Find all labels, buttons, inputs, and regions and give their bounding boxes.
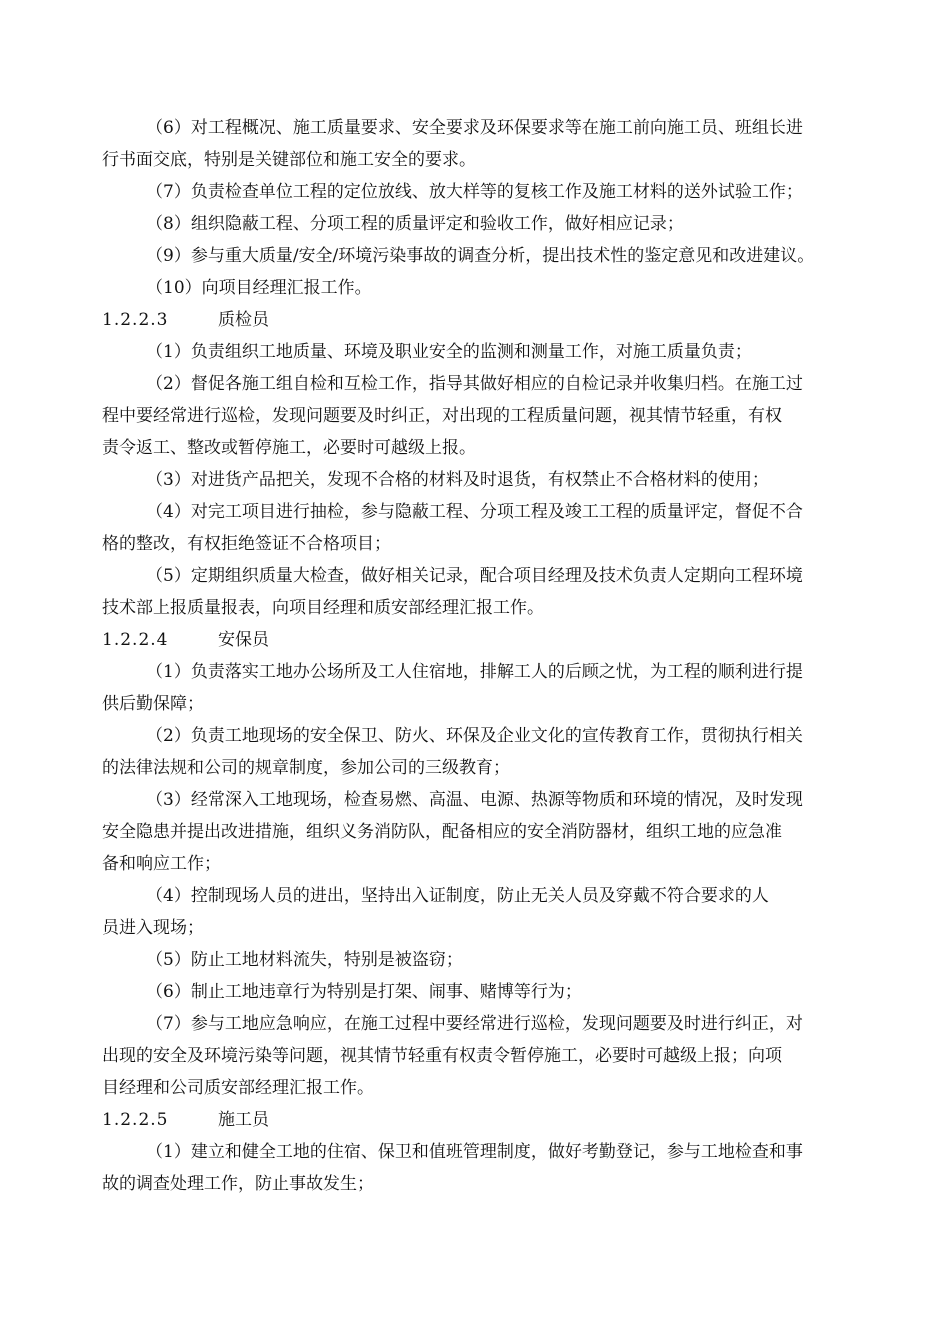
text-line: （3）经常深入工地现场，检查易燃、高温、电源、热源等物质和环境的情况，及时发现: [146, 790, 803, 810]
text-line: （1）负责落实工地办公场所及工人住宿地，排解工人的后顾之忧，为工程的顺利进行提: [146, 662, 803, 682]
text-line: 员进入现场；: [102, 918, 204, 938]
section-heading: [102, 1104, 882, 1136]
text-line: 行书面交底，特别是关键部位和施工安全的要求。: [102, 150, 476, 170]
section-number: 1.2.2.5: [102, 1110, 169, 1130]
text-line: （7）参与工地应急响应，在施工过程中要经常进行巡检，发现问题要及时进行纠正，对: [146, 1014, 803, 1034]
text-line: （8）组织隐蔽工程、分项工程的质量评定和验收工作，做好相应记录；: [146, 214, 684, 234]
text-line: 技术部上报质量报表，向项目经理和质安部经理汇报工作。: [102, 598, 544, 618]
section-title: 质检员: [218, 310, 269, 330]
text-line: 格的整改，有权拒绝签证不合格项目；: [102, 534, 391, 554]
text-line: 出现的安全及环境污染等问题，视其情节轻重有权责令暂停施工，必要时可越级上报；向项: [102, 1046, 782, 1066]
text-line: （4）对完工项目进行抽检，参与隐蔽工程、分项工程及竣工工程的质量评定，督促不合: [146, 502, 803, 522]
text-line: （5）定期组织质量大检查，做好相关记录，配合项目经理及技术负责人定期向工程环境: [146, 566, 803, 586]
section-title: 安保员: [218, 630, 269, 650]
text-line: （10）向项目经理汇报工作。: [146, 278, 372, 298]
section-number: 1.2.2.4: [102, 630, 169, 650]
text-line: （2）负责工地现场的安全保卫、防火、环保及企业文化的宣传教育工作，贯彻执行相关: [146, 726, 803, 746]
document-page: [102, 112, 882, 1200]
section-number: 1.2.2.3: [102, 310, 169, 330]
text-line: 安全隐患并提出改进措施，组织义务消防队，配备相应的安全消防器材，组织工地的应急准: [102, 822, 782, 842]
text-line: （5）防止工地材料流失，特别是被盗窃；: [146, 950, 463, 970]
text-line: 目经理和公司质安部经理汇报工作。: [102, 1078, 374, 1098]
text-line: （3）对进货产品把关，发现不合格的材料及时退货，有权禁止不合格材料的使用；: [146, 470, 769, 490]
section-heading: [102, 304, 882, 336]
text-line: （6）对工程概况、施工质量要求、安全要求及环保要求等在施工前向施工员、班组长进: [146, 118, 803, 138]
section-title: 施工员: [218, 1110, 269, 1130]
text-line: （1）建立和健全工地的住宿、保卫和值班管理制度，做好考勤登记，参与工地检查和事: [146, 1142, 803, 1162]
text-line: 的法律法规和公司的规章制度，参加公司的三级教育；: [102, 758, 510, 778]
text-line: （6）制止工地违章行为特别是打架、闹事、赌博等行为；: [146, 982, 582, 1002]
section-heading: [102, 624, 882, 656]
text-line: （9）参与重大质量/安全/环境污染事故的调查分析，提出技术性的鉴定意见和改进建议。: [146, 246, 815, 266]
text-line: 备和响应工作；: [102, 854, 221, 874]
text-line: 供后勤保障；: [102, 694, 204, 714]
text-line: （1）负责组织工地质量、环境及职业安全的监测和测量工作，对施工质量负责；: [146, 342, 752, 362]
text-line: （2）督促各施工组自检和互检工作，指导其做好相应的自检记录并收集归档。在施工过: [146, 374, 803, 394]
text-line: （4）控制现场人员的进出，坚持出入证制度，防止无关人员及穿戴不符合要求的人: [146, 886, 769, 906]
text-line: 程中要经常进行巡检，发现问题要及时纠正，对出现的工程质量问题，视其情节轻重，有权: [102, 406, 782, 426]
text-line: 责令返工、整改或暂停施工，必要时可越级上报。: [102, 438, 476, 458]
text-line: （7）负责检查单位工程的定位放线、放大样等的复核工作及施工材料的送外试验工作；: [146, 182, 803, 202]
text-line: 故的调查处理工作，防止事故发生；: [102, 1174, 374, 1194]
